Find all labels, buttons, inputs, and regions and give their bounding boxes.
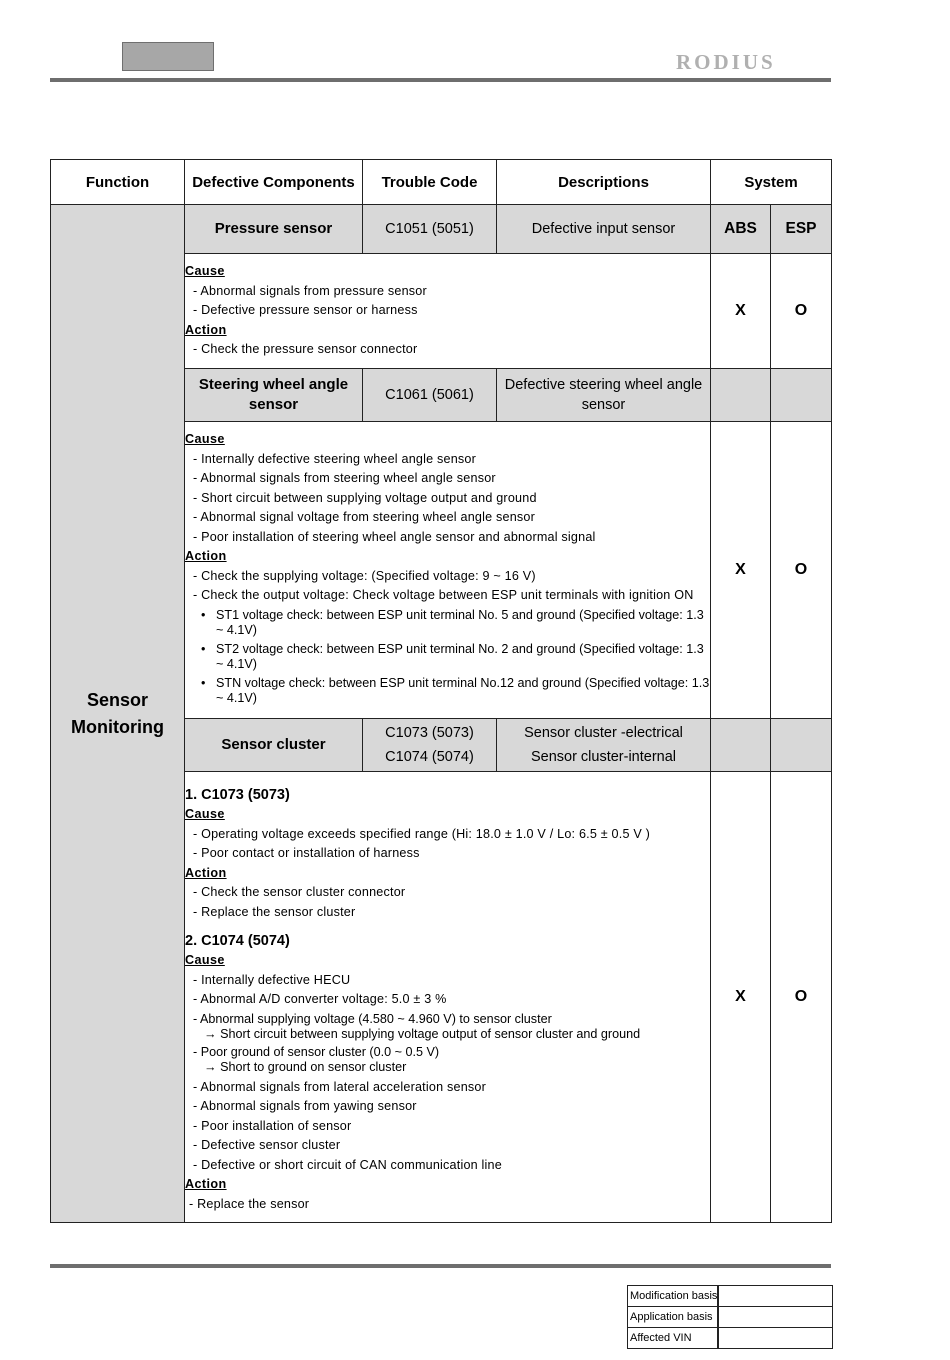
code-c1061: C1061 (5061) <box>363 369 497 422</box>
footer-row <box>628 1307 833 1328</box>
pressure-sensor-row <box>51 205 832 254</box>
code-c1074: C1074 (5074) <box>385 749 474 765</box>
header-descriptions: Descriptions <box>497 160 711 205</box>
affected-vin-value <box>718 1328 833 1349</box>
cluster-detail <box>185 772 711 1223</box>
bullet-glyph: • <box>201 607 206 622</box>
list-item: - Replace the sensor cluster <box>193 904 356 919</box>
cause-label: Cause <box>185 432 225 447</box>
list-item: - Internally defective steering wheel angle sensor <box>193 451 477 466</box>
list-item: - Defective pressure sensor or harness <box>193 303 418 318</box>
table-header-row <box>51 160 832 205</box>
system-abs-label: ABS <box>711 205 771 254</box>
bullet-item <box>185 642 710 672</box>
desc-steering: Defective steering wheel angle sensor <box>497 369 711 422</box>
bullet-glyph: • <box>201 675 206 690</box>
system-esp-label: ESP <box>771 205 832 254</box>
list-item: - Check the sensor cluster connector <box>193 885 406 899</box>
affected-vin-label: Affected VIN <box>628 1328 718 1349</box>
list-item: - Abnormal signals from yawing sensor <box>193 1099 417 1113</box>
header-system: System <box>711 160 832 205</box>
function-line-2: Monitoring <box>71 716 164 737</box>
empty-cell <box>711 369 771 422</box>
desc-c1074: Sensor cluster-internal <box>530 749 677 765</box>
empty-cell <box>771 369 832 422</box>
header-components: Defective Components <box>185 160 363 205</box>
list-item: - Check the supplying voltage: (Specified voltage: 9 ~ 16 V) <box>193 568 536 583</box>
subheading-c1073: 1. C1073 (5073) <box>185 787 290 803</box>
list-item: - Short circuit between supplying voltage output and ground <box>193 490 537 505</box>
modification-basis-value <box>718 1286 833 1307</box>
bullet-glyph: • <box>201 641 206 656</box>
action-label: Action <box>185 865 227 880</box>
empty-cell <box>711 719 771 772</box>
list-item: - Abnormal A/D converter voltage: 5.0 ± 3 % <box>193 992 447 1006</box>
desc-c1073: Sensor cluster -electrical <box>524 725 683 741</box>
bullet-item <box>185 608 710 638</box>
footer-row <box>628 1286 833 1307</box>
list-item: - Defective sensor cluster <box>193 1138 341 1152</box>
list-item <box>185 1045 710 1075</box>
top-divider <box>50 78 831 82</box>
action-label: Action <box>185 549 227 564</box>
list-item-line: - Poor ground of sensor cluster (0.0 ~ 0.5 V) <box>193 1044 440 1059</box>
desc-cluster <box>497 719 711 772</box>
list-item-subline: → Short to ground on sensor cluster <box>204 1059 407 1074</box>
bottom-divider <box>50 1264 831 1268</box>
list-item-subline: → Short circuit between supplying voltage output of sensor cluster and ground <box>204 1026 641 1041</box>
bullet-text: ST1 voltage check: between ESP unit terminal No. 5 and ground (Specified voltage: 1.3 ~ 4.1V) <box>216 607 704 637</box>
pressure-esp-mark: O <box>771 254 832 369</box>
list-item-line: - Abnormal supplying voltage (4.580 ~ 4.960 V) to sensor cluster <box>193 1011 552 1026</box>
list-item: - Abnormal signals from lateral acceleration sensor <box>193 1079 486 1094</box>
list-item: - Poor contact or installation of harness <box>193 846 420 860</box>
action-label: Action <box>185 322 227 337</box>
steering-esp-mark: O <box>771 422 832 719</box>
modification-basis-label: Modification basis <box>628 1286 718 1307</box>
cluster-esp-mark: O <box>771 772 832 1223</box>
cause-label: Cause <box>185 953 225 967</box>
list-item: - Replace the sensor <box>189 1196 310 1211</box>
pressure-detail <box>185 254 711 369</box>
bullet-text: STN voltage check: between ESP unit terminal No.12 and ground (Specified voltage: 1.3 ~ 4.1V) <box>216 675 710 705</box>
header-function: Function <box>51 160 185 205</box>
steering-abs-mark: X <box>711 422 771 719</box>
function-cell <box>51 205 185 1223</box>
code-cluster <box>363 719 497 772</box>
list-item: - Check the output voltage: Check voltage between ESP unit terminals with ignition ON <box>193 588 694 603</box>
cause-label: Cause <box>185 807 225 821</box>
trouble-code-table <box>50 159 832 1223</box>
list-item: - Poor installation of steering wheel angle sensor and abnormal signal <box>193 529 596 544</box>
empty-cell <box>771 719 832 772</box>
list-item: - Check the pressure sensor connector <box>193 342 418 357</box>
component-sensor-cluster: Sensor cluster <box>185 719 363 772</box>
steering-detail <box>185 422 711 719</box>
brand-logo: RODIUS <box>676 50 776 74</box>
bullet-text: ST2 voltage check: between ESP unit terminal No. 2 and ground (Specified voltage: 1.3 ~ 4.1V) <box>216 641 704 671</box>
desc-pressure: Defective input sensor <box>497 205 711 254</box>
list-item: - Defective or short circuit of CAN communication line <box>193 1157 502 1172</box>
bullet-item <box>185 676 710 706</box>
header-trouble-code: Trouble Code <box>363 160 497 205</box>
list-item: - Poor installation of sensor <box>193 1118 352 1133</box>
function-line-1: Sensor <box>86 689 149 710</box>
action-label: Action <box>185 1177 227 1191</box>
list-item: - Abnormal signals from pressure sensor <box>193 283 427 298</box>
component-pressure-sensor: Pressure sensor <box>185 205 363 254</box>
footer-row <box>628 1328 833 1349</box>
list-item <box>185 1012 710 1042</box>
application-basis-value <box>718 1307 833 1328</box>
application-basis-label: Application basis <box>628 1307 718 1328</box>
revision-info-table <box>627 1285 833 1349</box>
cause-label: Cause <box>185 264 225 279</box>
list-item: - Operating voltage exceeds specified range (Hi: 18.0 ± 1.0 V / Lo: 6.5 ± 0.5 V ) <box>193 826 651 841</box>
list-item: - Abnormal signals from steering wheel angle sensor <box>193 471 496 486</box>
component-steering-sensor: Steering wheel angle sensor <box>185 369 363 422</box>
list-item: - Internally defective HECU <box>193 972 351 987</box>
pressure-abs-mark: X <box>711 254 771 369</box>
list-item: - Abnormal signal voltage from steering wheel angle sensor <box>193 510 536 525</box>
code-c1073: C1073 (5073) <box>385 725 474 741</box>
header-tab-box <box>122 42 214 71</box>
code-c1051: C1051 (5051) <box>363 205 497 254</box>
cluster-abs-mark: X <box>711 772 771 1223</box>
subheading-c1074: 2. C1074 (5074) <box>185 933 290 949</box>
